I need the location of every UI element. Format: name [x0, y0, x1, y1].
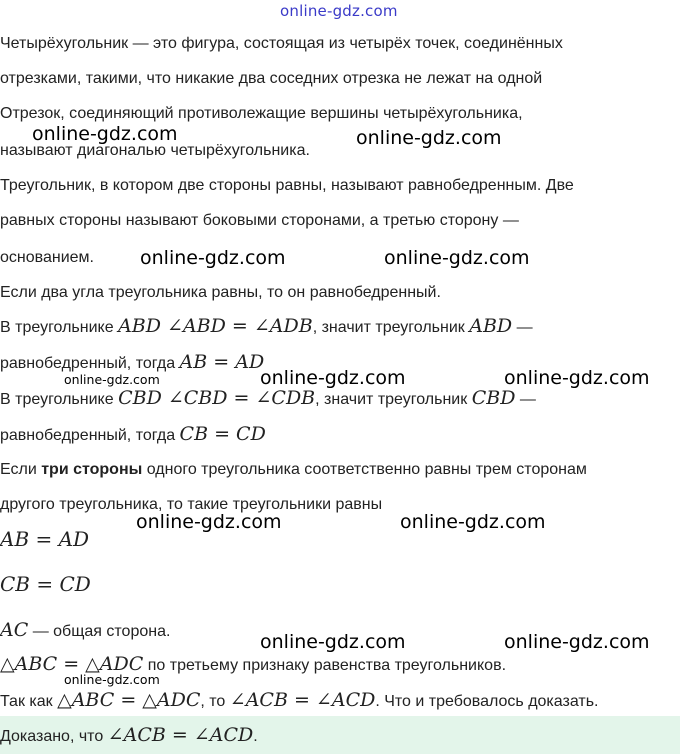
math-expression: ABD [469, 315, 513, 337]
watermark: online-gdz.com [400, 511, 546, 533]
text-segment: , значит треугольник [315, 391, 472, 408]
math-expression: CBD [471, 387, 516, 409]
paragraph-line-3: Отрезок, соединяющий противолежащие вершины четырёхугольника, [0, 105, 523, 122]
math-expression: AB = AD [179, 351, 265, 373]
math-expression: AC [0, 619, 29, 641]
paragraph-line-6: равных стороны называют боковыми сторонами, а третью сторону — [0, 212, 519, 229]
watermark-top: online-gdz.com [280, 2, 398, 20]
paragraph-line-12 [0, 424, 266, 446]
watermark: online-gdz.com [356, 127, 502, 149]
math-expression: CB = CD [179, 423, 266, 445]
paragraph-line-17 [0, 620, 170, 642]
watermark: online-gdz.com [136, 511, 282, 533]
math-expression: ∠ACB = ∠ACD [107, 724, 254, 746]
watermark: online-gdz.com [140, 247, 286, 269]
text-segment: , значит треугольник [312, 319, 470, 336]
paragraph-line-13 [0, 460, 587, 480]
text-segment: — [512, 319, 533, 336]
watermark: online-gdz.com [260, 631, 406, 653]
watermark: online-gdz.com [504, 367, 650, 389]
text-segment: — [515, 391, 536, 408]
watermark: online-gdz.com [260, 367, 406, 389]
paragraph-line-4: называют диагональю четырёхугольника. [0, 142, 310, 159]
text-segment: Если [0, 461, 42, 478]
paragraph-line-11 [0, 388, 536, 410]
proved-line [0, 725, 258, 747]
text-segment: — общая сторона. [28, 623, 171, 640]
watermark: online-gdz.com [504, 631, 650, 653]
paragraph-line-7: основанием. [0, 249, 94, 266]
math-expression: ABD ∠ABD = ∠ADB [118, 315, 313, 337]
equation-ab-ad: AB = AD [0, 527, 90, 551]
paragraph-line-9 [0, 316, 533, 338]
text-segment: В треугольнике [0, 391, 119, 408]
watermark: online-gdz.com [32, 123, 178, 145]
text-segment: . [253, 728, 258, 745]
paragraph-line-8: Если два угла треугольника равны, то он равнобедренный. [0, 284, 441, 301]
paragraph-line-10 [0, 352, 264, 374]
math-expression: ∠ACB = ∠ACD [229, 689, 376, 711]
text-segment: Так как [0, 693, 58, 710]
watermark: online-gdz.com [64, 372, 160, 387]
paragraph-line-5: Треугольник, в котором две стороны равны, называют равнобедренным. Две [0, 177, 574, 194]
math-expression: △ABC = △ADC [0, 653, 144, 675]
bold-text: три стороны [41, 461, 143, 478]
text-segment: В треугольнике [0, 319, 119, 336]
text-segment: , то [200, 693, 230, 710]
paragraph-line-19 [0, 690, 599, 712]
text-segment: одного треугольника соответственно равны трем сторонам [142, 461, 587, 478]
text-segment: по третьему признаку равенства треугольников. [143, 657, 507, 674]
text-segment: равнобедренный, тогда [0, 427, 180, 444]
paragraph-line-2: отрезками, такими, что никакие два соседних отрезка не лежат на одной [0, 70, 543, 87]
watermark: online-gdz.com [64, 672, 160, 687]
text-segment: . Что и требовалось доказать. [375, 693, 599, 710]
math-expression: CBD ∠CBD = ∠CDB [118, 387, 316, 409]
equation-cb-cd: CB = CD [0, 572, 91, 596]
paragraph-line-14: другого треугольника, то такие треугольники равны [0, 496, 383, 513]
math-expression: △ABC = △ADC [57, 689, 201, 711]
watermark: online-gdz.com [384, 247, 530, 269]
text-segment: равнобедренный, тогда [0, 355, 180, 372]
paragraph-line-1: Четырёхугольник — это фигура, состоящая из четырёх точек, соединённых [0, 35, 563, 52]
text-segment: Доказано, что [0, 728, 108, 745]
